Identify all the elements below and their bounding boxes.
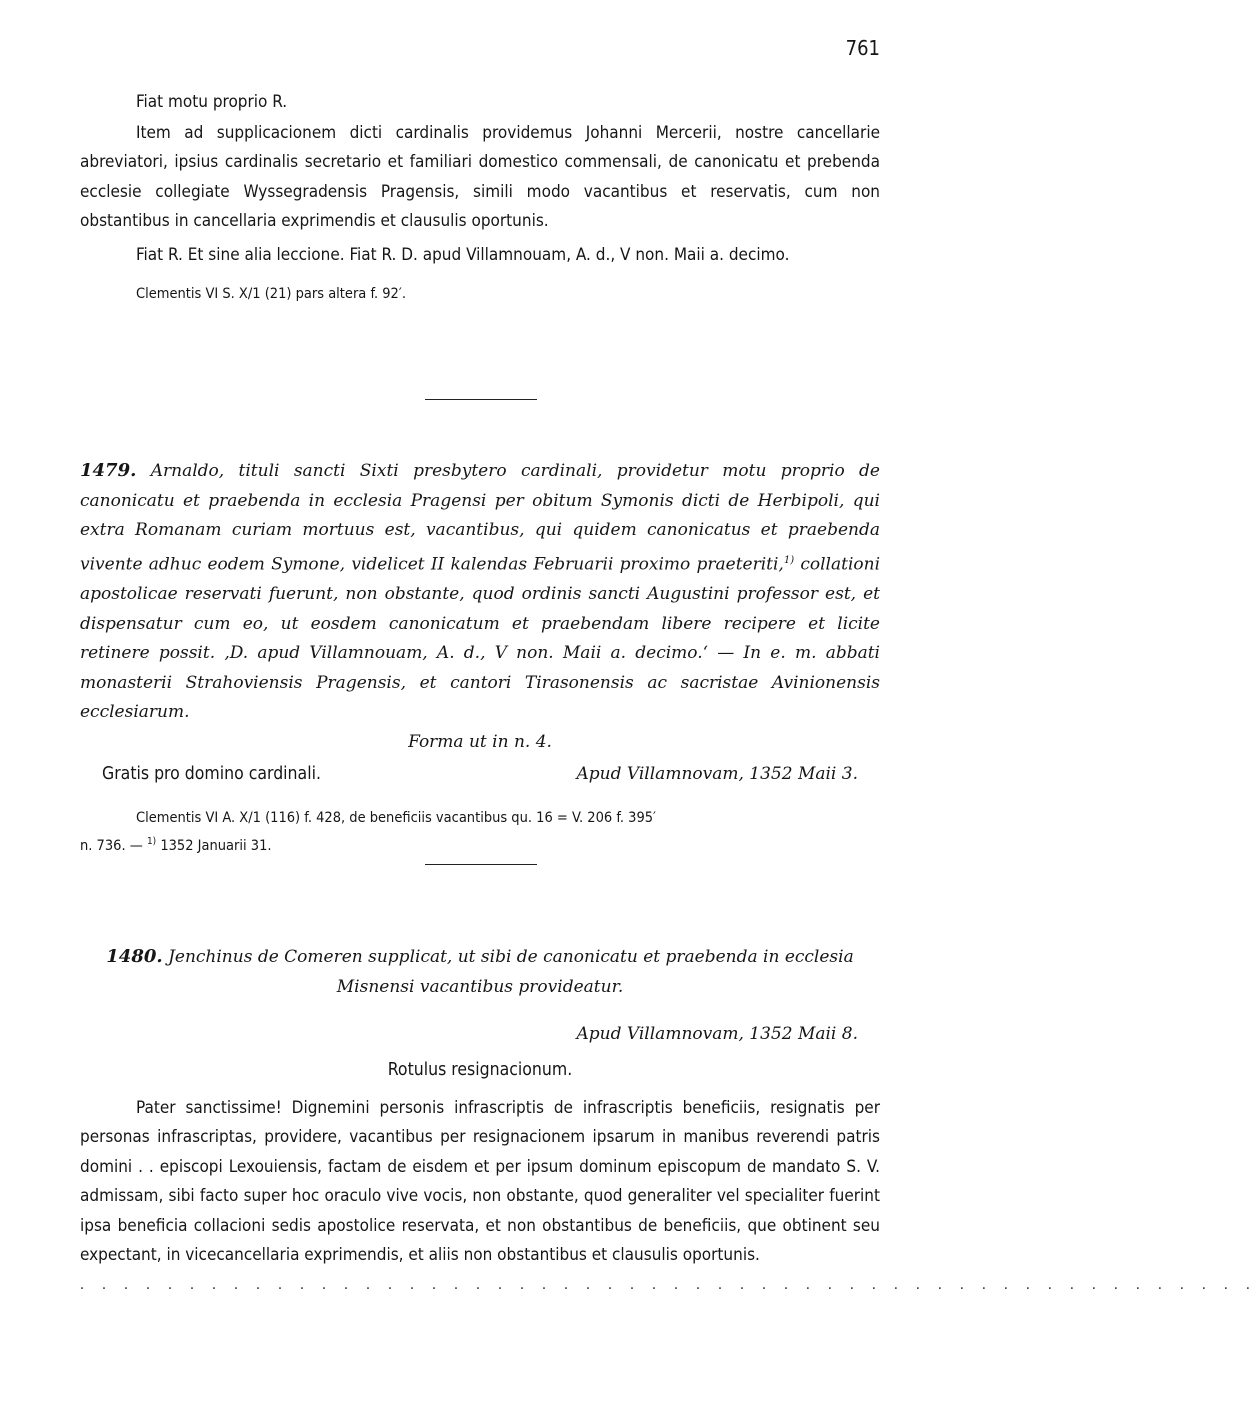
section-divider-2 bbox=[425, 864, 537, 865]
regest-text: Jenchinus de Comeren supplicat, ut sibi de canonicatu et praebenda in ecclesia Misnensi vacantibus provideatur. bbox=[168, 947, 854, 997]
entry-1480 bbox=[80, 942, 1257, 1293]
source-reference: Clementis VI S. X/1 (21) pars altera f. 92′. bbox=[136, 286, 406, 302]
petition-paragraph: Pater sanctissime! Dignemini personis infrascriptis de infrascriptis beneficiis, resignatis per personas infrascriptas, providere, vacantibus per resignacionem ipsarum in manibus reverendi patris domini . . episcopi Lexouiensis, factam de eisdem et per ipsum dominum episcopum de mandato S. V. admissam, sibi facto super hoc oraculo vive vocis, non obstante, quod generaliter vel specialiter fuerint ipsa beneficia collacioni sedis apostolice reservata, et non obstantibus de beneficiis, que obtinent seu expectant, in vicecancellaria exprimendis, et aliis non obstantibus et clausulis oportunis. bbox=[80, 1097, 880, 1266]
section-divider bbox=[425, 399, 537, 400]
entry-date: Apud Villamnovam, 1352 Maii 3. bbox=[576, 763, 858, 784]
provision-paragraph: Item ad supplicacionem dicti cardinalis providemus Johanni Mercerii, nostre cancellarie abreviatori, ipsius cardinalis secretario et familiari domestico commensali, de canonicatu et prebenda ecclesie collegiate Wyssegradensis Pragensis, simili modo vacantibus et reservatis, cum non obstantibus in cancellaria exprimendis et clausulis oportunis. bbox=[80, 122, 880, 231]
regest-text-a: Arnaldo, tituli sancti Sixti presbytero cardinali, providetur motu proprio de canonicatu et praebenda in ecclesia Pragensi per obitum Symonis dicti de Herbipoli, qui extra Romanam curiam mortuus est, vacantibus, qui quidem canonicatus et praebenda vivente adhuc eodem Symone, videlicet II kalendas Februarii proximo praeteriti, bbox=[80, 461, 880, 575]
fiat-date-line: Fiat R. Et sine alia leccione. Fiat R. D. apud Villamnouam, A. d., V non. Maii a. decimo. bbox=[136, 244, 790, 265]
entry-regest bbox=[80, 456, 880, 728]
footnote-number: 1) bbox=[146, 835, 157, 847]
gratis-date-row bbox=[80, 760, 880, 794]
gratis-note: Gratis pro domino cardinali. bbox=[102, 763, 321, 784]
fiat-line: Fiat motu proprio R. bbox=[136, 92, 288, 112]
source-line-2 bbox=[80, 830, 880, 858]
entry-regest bbox=[80, 942, 880, 1002]
document-page bbox=[80, 0, 1257, 1424]
rotulus-heading: Rotulus resignacionum. bbox=[387, 1059, 573, 1080]
ellipsis-dots: . . . . . . . . . . . . . . . . . . . . . . . . . . . . . . . . . . . . . . . . . . . . . . . . . . . . . . bbox=[80, 1276, 1257, 1293]
regest-text-b: collationi apostolicae reservati fuerunt, non obstante, quod ordinis sancti Augustini professor est, et dispensatur cum eo, ut eosdem canonicatum et praebendam libere recipere et licite retinere possit. ‚D. apud Villamnouam, A. d., V non. Maii a. decimo.‘ — In e. m. abbati monasterii Strahoviensis Pragensis, et cantori Tirasonensis ac sacristae Avinionensis ecclesiarum. bbox=[80, 554, 881, 723]
source-line-2-text: n. 736. — bbox=[80, 837, 143, 854]
footnote-text: 1352 Januarii 31. bbox=[160, 837, 272, 854]
entry-date: Apud Villamnovam, 1352 Maii 8. bbox=[576, 1024, 858, 1045]
entry-1479 bbox=[80, 456, 880, 857]
forma-line: Forma ut in n. 4. bbox=[408, 732, 552, 752]
footnote-mark: 1) bbox=[783, 554, 795, 566]
entry-source bbox=[80, 806, 880, 858]
entry-number: 1480. bbox=[106, 946, 163, 967]
source-line-1: Clementis VI A. X/1 (116) f. 428, de beneficiis vacantibus qu. 16 = V. 206 f. 395′ bbox=[136, 809, 656, 826]
section-top bbox=[80, 88, 880, 306]
entry-number: 1479. bbox=[80, 460, 137, 481]
page-number: 761 bbox=[845, 36, 880, 60]
